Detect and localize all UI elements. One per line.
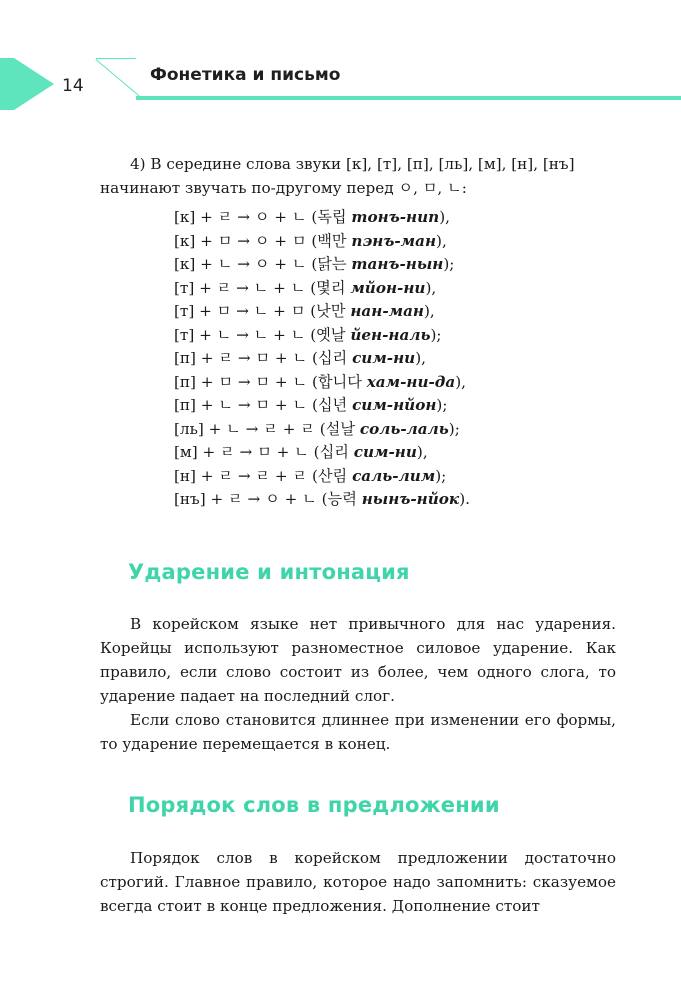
example-row: [нъ] + ㄹ → ㅇ + ㄴ (능력 нынъ-нйок). xyxy=(174,490,470,508)
example-row: [м] + ㄹ → ㅁ + ㄴ (십리 сим-ни), xyxy=(174,443,428,461)
header-rule-diagonal xyxy=(95,59,142,98)
examples-list xyxy=(174,206,554,512)
section-heading-stress: Ударение и интонация xyxy=(128,560,410,584)
example-row: [ль] + ㄴ → ㄹ + ㄹ (설날 соль-лаль); xyxy=(174,419,460,438)
example-row: [к] + ㄴ → ㅇ + ㄴ (닭는 танъ-нын); xyxy=(174,255,455,273)
example-row: [п] + ㄴ → ㅁ + ㄴ (십년 сим-нйон); xyxy=(174,396,448,414)
header-rule-top xyxy=(96,58,136,59)
header-rule xyxy=(136,96,681,100)
example-row: [т] + ㄹ → ㄴ + ㄴ (몇리 мйон-ни), xyxy=(174,278,437,297)
example-row: [т] + ㅁ → ㄴ + ㅁ (낫만 нан-ман), xyxy=(174,302,435,320)
paragraph: Если слово становится длиннее при изменении его формы, то ударение перемещается в конец. xyxy=(100,711,616,753)
section-heading-word-order: Порядок слов в предложении xyxy=(128,793,500,817)
paragraph: Порядок слов в корейском предложении достаточно строгий. Главное правило, которое надо запомнить: сказуемое всегда стоит в конце предложения. Дополнение стоит xyxy=(100,849,616,915)
example-row: [к] + ㄹ → ㅇ + ㄴ (독립 тонъ-нип), xyxy=(174,208,450,226)
example-row: [п] + ㄹ → ㅁ + ㄴ (십리 сим-ни), xyxy=(174,349,426,367)
intro-text: 4) В середине слова звуки [к], [т], [п], [ль], [м], [н], [нъ] начинают звучать по-другому перед ㅇ, ㅁ, ㄴ: xyxy=(100,155,575,197)
example-row: [к] + ㅁ → ㅇ + ㅁ (백만 пэнъ-ман), xyxy=(174,231,447,250)
example-row: [т] + ㄴ → ㄴ + ㄴ (옛날 йен-наль); xyxy=(174,325,442,344)
section-body-word-order xyxy=(100,846,616,918)
page-number: 14 xyxy=(62,76,84,96)
page-tab-marker xyxy=(0,58,14,110)
example-row: [н] + ㄹ → ㄹ + ㄹ (산림 саль-лим); xyxy=(174,466,447,485)
section-body-stress xyxy=(100,612,616,756)
example-row: [п] + ㅁ → ㅁ + ㄴ (합니다 хам-ни-да), xyxy=(174,372,466,391)
intro-paragraph xyxy=(100,152,616,200)
page-tab-arrow xyxy=(14,58,54,110)
paragraph: В корейском языке нет привычного для нас ударения. Корейцы используют разноместное силовое ударение. Как правило, если слово состоит из более, чем одного слога, то ударение падает на последний слог. xyxy=(100,615,616,705)
running-title: Фонетика и письмо xyxy=(150,65,341,85)
